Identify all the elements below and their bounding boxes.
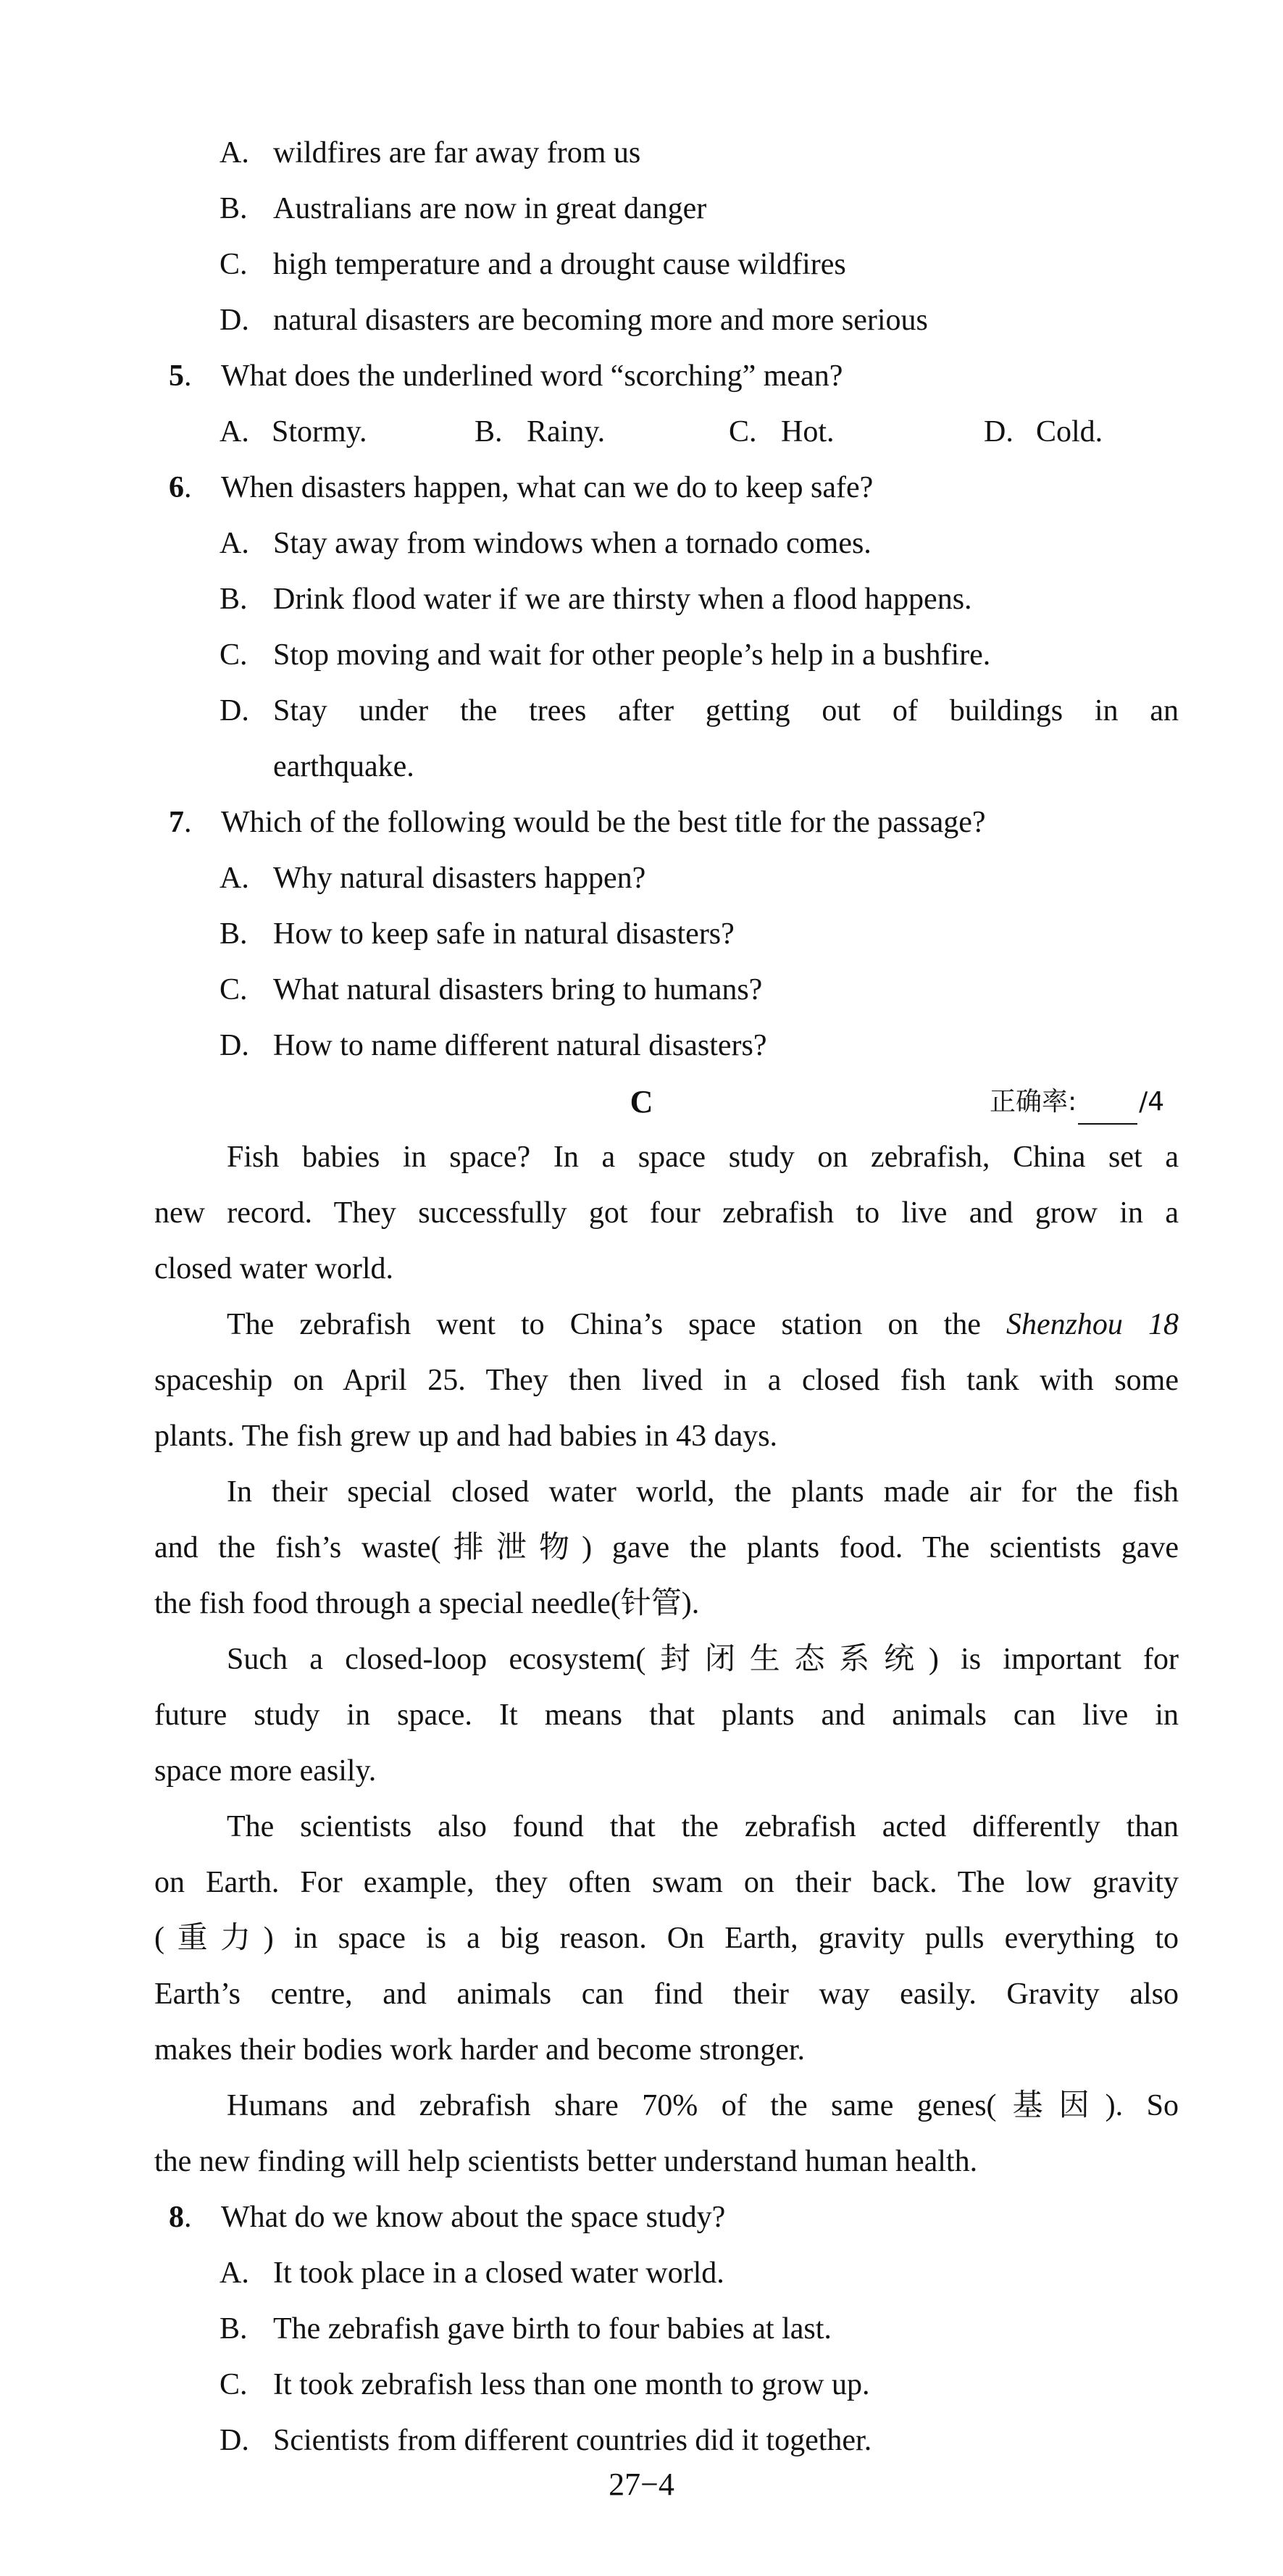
- option-letter: A.: [220, 527, 249, 560]
- score-label: 正确率:: [990, 1087, 1077, 1117]
- passage-line: makes their bodies work harder and become stronger.: [154, 2033, 806, 2067]
- option-letter: C.: [220, 248, 248, 281]
- passage-line: the new finding will help scientists better understand human health.: [154, 2145, 978, 2178]
- passage-line: plants. The fish grew up and had babies in 43 days.: [154, 1420, 778, 1453]
- option-text: Drink flood water if we are thirsty when a flood happens.: [273, 583, 972, 616]
- question-text: Which of the following would be the best title for the passage?: [221, 806, 986, 839]
- passage-line: Fish babies in space? In a space study on zebrafish, China set a: [227, 1141, 1179, 1174]
- option-text: How to keep safe in natural disasters?: [273, 917, 735, 951]
- option-text: The zebrafish gave birth to four babies at last.: [273, 2312, 832, 2346]
- option-text: It took place in a closed water world.: [273, 2256, 724, 2290]
- option-letter: B.: [220, 192, 248, 225]
- option-letter: B.: [220, 917, 248, 951]
- score-total: /4: [1139, 1087, 1165, 1117]
- option-text: wildfires are far away from us: [273, 136, 641, 170]
- score-input[interactable]: [1078, 1097, 1137, 1125]
- score-box: [990, 1074, 1164, 1130]
- passage-line: The scientists also found that the zebrafish acted differently than: [227, 1810, 1179, 1843]
- q6-option-d[interactable]: [0, 683, 1283, 739]
- passage-line: new record. They successfully got four zebrafish to live and grow in a: [154, 1196, 1179, 1230]
- passage-line: the fish food through a special needle(针管).: [154, 1587, 700, 1620]
- passage-line: Earth’s centre, and animals can find their way easily. Gravity also: [154, 1977, 1179, 2011]
- option-text: Australians are now in great danger: [273, 192, 707, 225]
- passage-line: Humans and zebrafish share 70% of the same genes(基因). So: [227, 2089, 1179, 2122]
- spaceship-name: Shenzhou 18: [1006, 1308, 1179, 1341]
- passage-line: [227, 1297, 1179, 1353]
- option-letter: C.: [220, 2368, 248, 2401]
- question-number: 6.: [169, 471, 192, 504]
- option-letter: A.: [220, 2256, 249, 2290]
- passage-line: on Earth. For example, they often swam on their back. The low gravity: [154, 1866, 1179, 1899]
- passage-line: and the fish’s waste(排泄物) gave the plants food. The scientists gave: [154, 1531, 1179, 1564]
- option-text: Why natural disasters happen?: [273, 862, 646, 895]
- option-letter: C.: [220, 638, 248, 672]
- option-letter: A.: [220, 136, 249, 170]
- option-text: Stop moving and wait for other people’s help in a bushfire.: [273, 638, 991, 672]
- option-text: high temperature and a drought cause wildfires: [273, 248, 846, 281]
- passage-line: closed water world.: [154, 1252, 394, 1285]
- q5-option-a[interactable]: [220, 404, 367, 460]
- passage-line: future study in space. It means that plants and animals can live in: [154, 1698, 1179, 1732]
- option-text: It took zebrafish less than one month to grow up.: [273, 2368, 870, 2401]
- question-number: 5.: [169, 359, 192, 393]
- passage-line: In their special closed water world, the plants made air for the fish: [227, 1475, 1179, 1509]
- option-text: Stay under the trees after getting out of buildings in an: [273, 694, 1179, 728]
- section-c-header: [0, 1074, 1283, 1130]
- question-text: What do we know about the space study?: [221, 2201, 726, 2234]
- option-text: How to name different natural disasters?: [273, 1029, 767, 1062]
- q5-option-b[interactable]: [475, 404, 605, 460]
- passage-line: space more easily.: [154, 1754, 377, 1788]
- option-text: Stormy.: [272, 415, 367, 449]
- q5-option-c[interactable]: [729, 404, 835, 460]
- option-text: Stay away from windows when a tornado comes.: [273, 527, 872, 560]
- page-number: 27−4: [609, 2467, 674, 2502]
- passage-line: (重力) in space is a big reason. On Earth, gravity pulls everything to: [154, 1922, 1179, 1955]
- passage-text: The zebrafish went to China’s space station on the: [227, 1308, 1006, 1341]
- question-number: 8.: [169, 2201, 192, 2234]
- option-text: Cold.: [1036, 415, 1103, 449]
- option-letter: D.: [220, 304, 249, 337]
- option-text: What natural disasters bring to humans?: [273, 973, 763, 1006]
- option-letter: D.: [984, 415, 1014, 449]
- option-letter: A.: [220, 862, 249, 895]
- option-letter: C.: [220, 973, 248, 1006]
- option-text: Hot.: [781, 415, 835, 449]
- option-letter: B.: [220, 583, 248, 616]
- option-letter: B.: [220, 2312, 248, 2346]
- question-text: What does the underlined word “scorching” mean?: [221, 359, 843, 393]
- option-letter: D.: [220, 2424, 249, 2457]
- option-letter: C.: [729, 415, 757, 449]
- passage-line: spaceship on April 25. They then lived in a closed fish tank with some: [154, 1364, 1179, 1397]
- question-text: When disasters happen, what can we do to keep safe?: [221, 471, 874, 504]
- question-number: 7.: [169, 806, 192, 839]
- option-letter: D.: [220, 694, 249, 728]
- option-text: earthquake.: [273, 750, 414, 783]
- q5-option-d[interactable]: [984, 404, 1103, 460]
- option-text: natural disasters are becoming more and more serious: [273, 304, 928, 337]
- option-text: Rainy.: [527, 415, 606, 449]
- q5-options: [0, 404, 1283, 460]
- passage-line: Such a closed-loop ecosystem(封闭生态系统) is important for: [227, 1643, 1179, 1676]
- option-letter: A.: [220, 415, 249, 449]
- option-text: Scientists from different countries did it together.: [273, 2424, 872, 2457]
- option-letter: D.: [220, 1029, 249, 1062]
- section-heading: C: [630, 1084, 653, 1120]
- option-letter: B.: [475, 415, 503, 449]
